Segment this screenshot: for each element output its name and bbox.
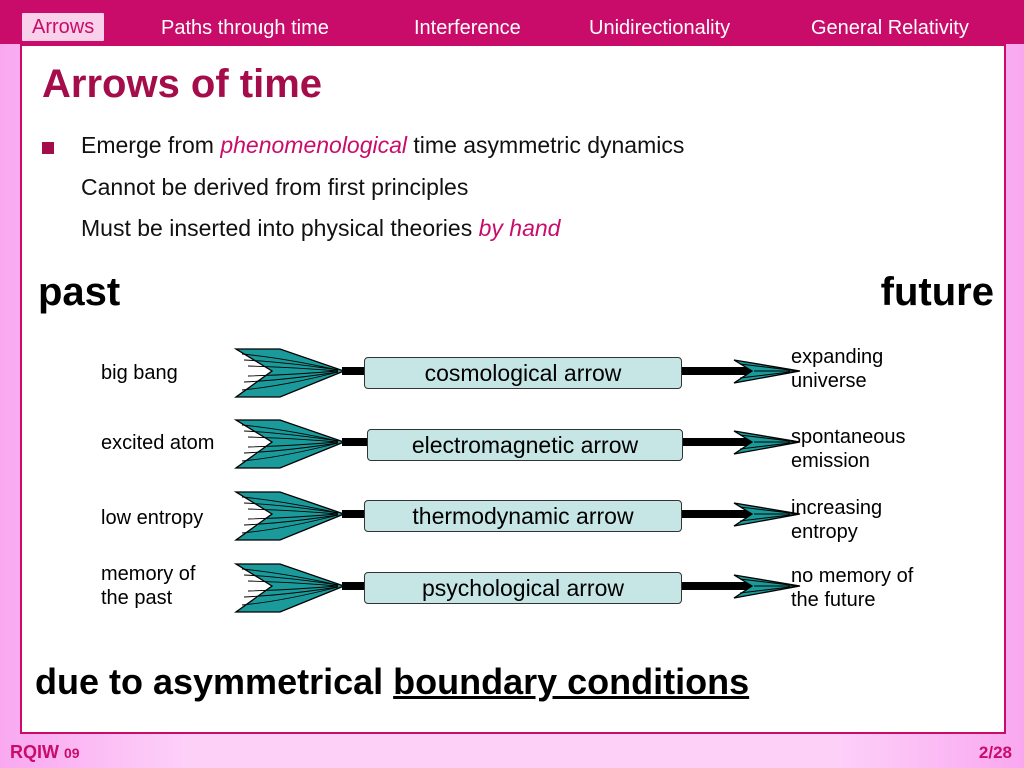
slide-title: Arrows of time: [42, 62, 323, 106]
arrow-row-4-right-line-2: the future: [791, 589, 876, 611]
past-label: past: [38, 270, 121, 314]
nav-tab-general-relativity[interactable]: General Relativity: [811, 17, 969, 39]
arrow-row-2-right-line-1: spontaneous: [791, 426, 906, 448]
arrow-row-4-right-text: [791, 564, 913, 612]
arrow-row-4-left-line-2: the past: [101, 587, 173, 609]
arrow-row-1-right-text: [791, 345, 883, 393]
arrow-row-1-left-line-1: big bang: [101, 362, 178, 384]
slide-content: [20, 44, 1006, 734]
nav-tab-arrows[interactable]: Arrows: [22, 13, 104, 41]
feather-tail-icon: [236, 349, 344, 397]
cosmological-arrow-label: cosmological arrow: [364, 357, 682, 389]
psychological-arrow-label: psychological arrow: [364, 572, 682, 604]
footer-year: 09: [64, 745, 80, 761]
arrow-row-2-right-text: [791, 425, 906, 473]
arrow-row-4-left-line-1: memory of: [101, 563, 196, 585]
thermodynamic-arrow-label: thermodynamic arrow: [364, 500, 682, 532]
arrow-row-3-right-line-1: increasing: [791, 497, 883, 519]
bullet-3-text-before: Must be inserted into physical theories: [81, 215, 479, 241]
bullet-1-emphasis: phenomenological: [220, 132, 408, 158]
footer-conference: RQIW: [10, 742, 59, 762]
page-number: 2/28: [978, 743, 1012, 762]
conclusion-prefix: due to asymmetrical: [35, 661, 394, 702]
bullet-3-emphasis: by hand: [478, 215, 561, 241]
footer-left: [10, 742, 80, 763]
top-navigation-bar: [0, 0, 1024, 44]
bullet-1-text-after: time asymmetric dynamics: [407, 132, 685, 158]
arrow-row-3-left-line-1: low entropy: [101, 507, 204, 529]
feather-tail-icon: [236, 564, 344, 612]
electromagnetic-arrow-label: electromagnetic arrow: [367, 429, 683, 461]
arrow-row-4-right-line-1: no memory of: [791, 565, 914, 587]
nav-tab-unidirectionality[interactable]: Unidirectionality: [589, 17, 731, 39]
arrow-row-3-left-text: [101, 506, 203, 530]
arrow-row-3-right-text: [791, 496, 882, 544]
arrow-row-2-right-line-2: emission: [791, 450, 870, 472]
feather-tail-icon: [236, 492, 344, 540]
bullet-line-3: [81, 215, 560, 242]
bullet-1-text-before: Emerge from: [81, 132, 221, 158]
nav-tab-interference[interactable]: Interference: [414, 17, 521, 39]
feather-tail-icon: [236, 420, 344, 468]
arrow-row-2-left-line-1: excited atom: [101, 432, 215, 454]
bullet-line-2: Cannot be derived from first principles: [81, 174, 469, 200]
arrow-row-4-left-text: [101, 562, 195, 610]
arrow-row-1-left-text: [101, 361, 178, 385]
arrow-row-1-right-line-2: universe: [791, 370, 867, 392]
future-label: future: [880, 270, 994, 314]
conclusion-underlined: boundary conditions: [393, 661, 750, 702]
nav-tab-paths-through-time[interactable]: Paths through time: [161, 17, 329, 39]
conclusion-text: [35, 661, 749, 703]
arrow-row-3-right-line-2: entropy: [791, 521, 858, 543]
arrow-row-2-left-text: [101, 431, 214, 455]
bullet-line-1: [81, 132, 684, 159]
arrow-row-1-right-line-1: expanding: [791, 346, 884, 368]
bullet-square-icon: [42, 142, 54, 154]
